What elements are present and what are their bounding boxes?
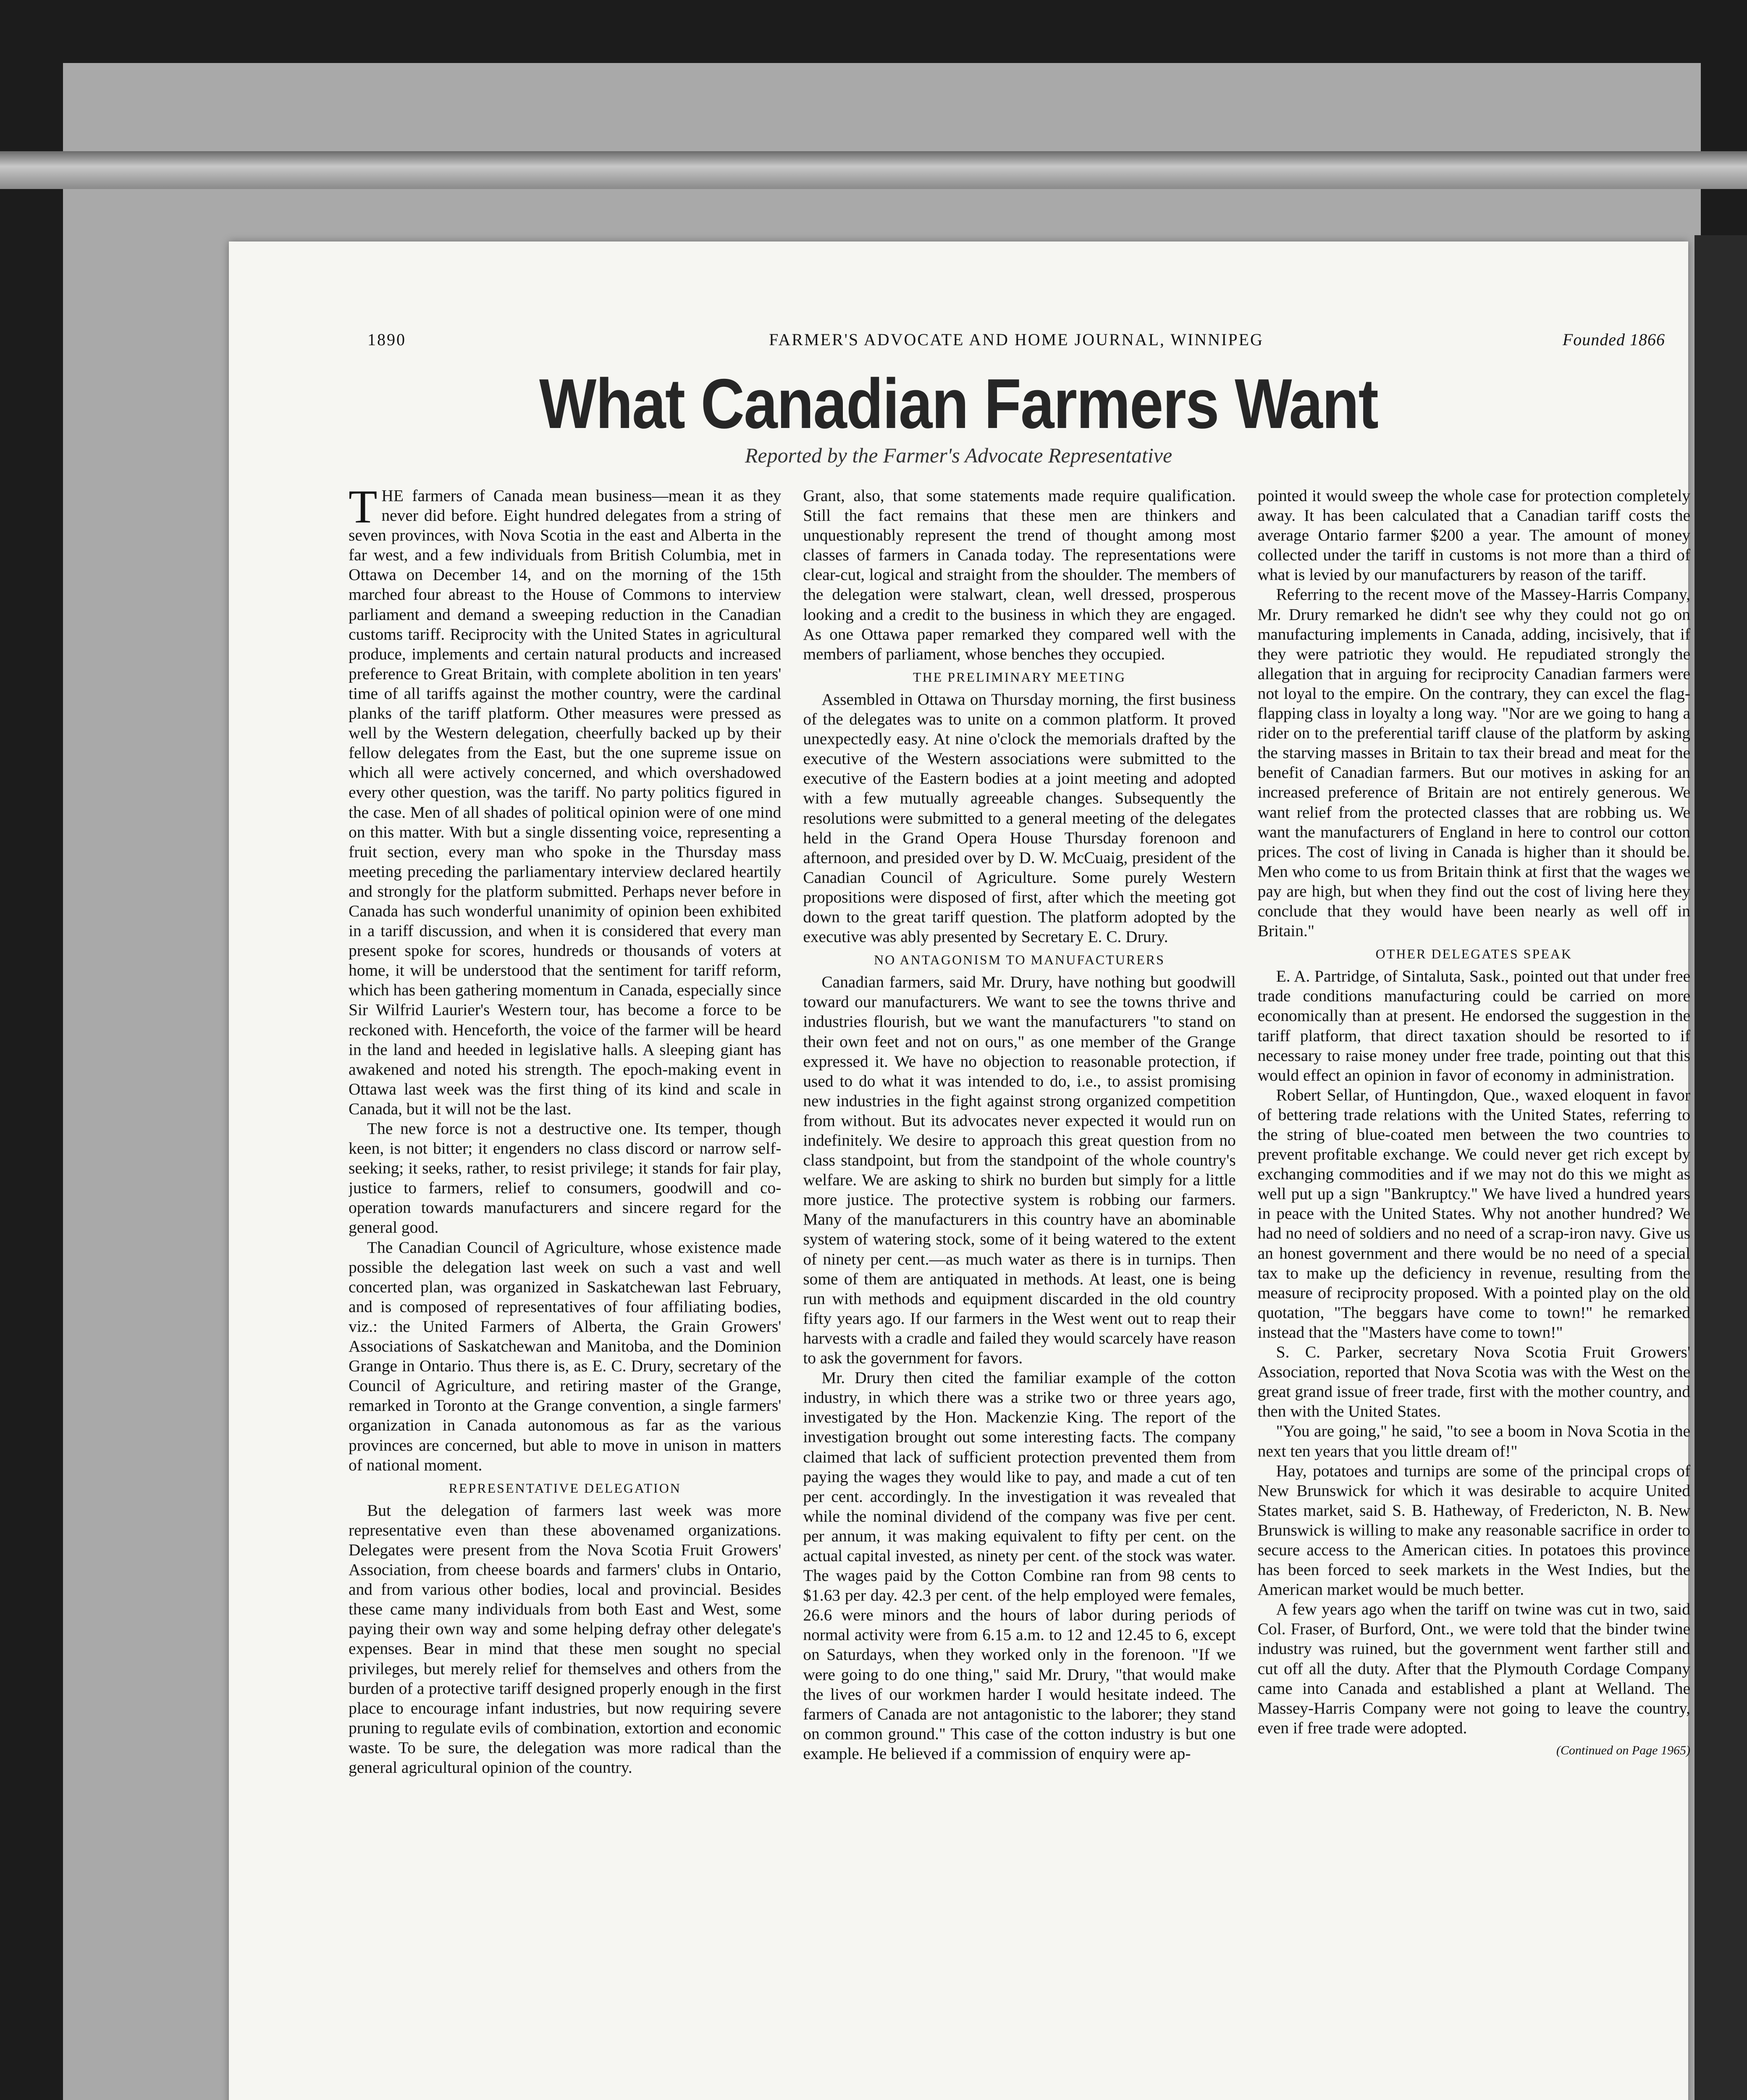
- paragraph: S. C. Parker, secretary Nova Scotia Fruit Growers' Association, reported that Nova Scotia was with the West on the great grand issue of freer trade, first with the mother country, and then with the United States.: [1257, 1343, 1690, 1421]
- paragraph: Referring to the recent move of the Massey-Harris Company, Mr. Drury remarked he didn't see why they could not go on manufacturing implements in Canada, adding, incisively, that if they were patriotic they would. He repudiated strongly the allegation that in arguing for reciprocity Canadian farmers were not loyal to the empire. On the contrary, they can excel the flag-flapping class in loyalty a long way. "Nor are we going to hang a rider on to the preferential tariff clause of the platform by asking the starving masses in Britain to tax their bread and meat for the benefit of Canadian farmers. But our motives in asking for an increased preference of Britain are not entirely generous. We want relief from the protected classes that are robbing us. We want the manufacturers of England in here to control our cotton prices. The cost of living in Canada is higher than it should be. Men who come to us from Britain think at first that the wages we pay are high, but when they find out the cost of living here they conclude that they would have been nearly as well off in Britain.": [1257, 585, 1690, 940]
- paragraph: Hay, potatoes and turnips are some of the principal crops of New Brunswick for which it was desirable to acquire United States market, said S. B. Hatheway, of Fredericton, N. B. New Brunswick is willing to make any reasonable sacrifice in order to secure access to the American cities. In potatoes this province has been forced to seek markets in the West Indies, but the American market would be much better.: [1257, 1461, 1690, 1599]
- paragraph: Grant, also, that some statements made require qualification. Still the fact remains that these men are thinkers and unquestionably represent the trend of thought among most classes of farmers in Canada today. The representations were clear-cut, logical and straight from the shoulder. The members of the delegation were stalwart, clean, well dressed, prosperous looking and a credit to the business in which they are engaged. As one Ottawa paper remarked they compared well with the members of parliament, whose benches they occupied.: [803, 486, 1236, 663]
- column-3: [1258, 486, 1690, 2100]
- journal-title: FARMER'S ADVOCATE AND HOME JOURNAL, WINNIPEG: [769, 330, 1264, 349]
- section-heading: OTHER DELEGATES SPEAK: [1375, 946, 1572, 962]
- paragraph: pointed it would sweep the whole case for protection completely away. It has been calculated that a Canadian tariff costs the average Ontario farmer $200 a year. The amount of money collected under the tariff in customs is not more than a third of what is levied by our manufacturers by reason of the tariff.: [1257, 486, 1690, 584]
- article-byline: Reported by the Farmer's Advocate Representative: [745, 444, 1173, 467]
- paragraph: The new force is not a destructive one. Its temper, though keen, is not bitter; it engenders no class discord or narrow self-seeking; it seeks, rather, to resist privilege; it stands for fair play, justice to farmers, relief to consumers, goodwill and co-operation towards manufacturers and sincere regard for the general good.: [349, 1119, 782, 1237]
- scan-top-band: [0, 151, 1747, 189]
- page-number: 1890: [367, 330, 406, 349]
- paragraph: Robert Sellar, of Huntingdon, Que., waxed eloquent in favor of bettering trade relations with the United States, referring to the string of blue-coated men between the two countries to prevent profitable exchange. We could never get rich except by exchanging commodities and if we may not do this we might as well put up a sign "Bankruptcy." We have lived a hundred years in peace with the United States. Why not another hundred? We had no need of soldiers and no need of a scrap-iron navy. Give us an honest government and there would be no need of a special tax to make up the deficiency in revenue, resulting from the measure of reciprocity proposed. With a pointed play on the old quotation, "The beggars have come to town!" he remarked instead that the "Masters have come to town!": [1257, 1085, 1690, 1341]
- scan-right-edge: [1695, 235, 1747, 2100]
- paragraph: But the delegation of farmers last week was more representative even than these abovenamed organizations. Delegates were present from the Nova Scotia Fruit Growers' Association, from cheese boards and farmers' clubs in Ontario, and from various other bodies, local and provincial. Besides these came many individuals from both East and West, some paying their own way and some helping defray other delegate's expenses. Bear in mind that these men sought no special privileges, but merely relief for themselves and others from the burden of a protective tariff designed properly enough in the first place to encourage infant industries, but now requiring severe pruning to regulate evils of combination, extortion and economic waste. To be sure, the delegation was more radical than the general agricultural opinion of the country.: [349, 1501, 782, 1777]
- drop-cap: T: [349, 486, 378, 533]
- column-1: [349, 486, 781, 2100]
- paragraph: "You are going," he said, "to see a boom in Nova Scotia in the next ten years that you little dream of!": [1257, 1422, 1690, 1460]
- paragraph: A few years ago when the tariff on twine was cut in two, said Col. Fraser, of Burford, Ont., we were told that the binder twine industry was ruined, but the government went farther still and cut off all the duty. After that the Plymouth Cordage Company came into Canada and established a plant at Welland. The Massey-Harris Company were not going to leave the country, even if free trade were adopted.: [1257, 1600, 1690, 1737]
- paragraph: [349, 486, 781, 1119]
- paragraph: Mr. Drury then cited the familiar example of the cotton industry, in which there was a strike two or three years ago, investigated by the Hon. Mackenzie King. The report of the investigation brought out some interesting facts. The company claimed that lack of sufficient protection prevented them from paying the wages they would like to pay, and made a cut of ten per cent. accordingly. In the investigation it was revealed that while the nominal dividend of the company was five per cent. per annum, it was making equivalent to fifty per cent. on the actual capital invested, as ninety per cent. of the stock was water. The wages paid by the Cotton Combine ran from 98 cents to $1.63 per day. 42.3 per cent. of the help employed were females, 26.6 were minors and the hours of labor during periods of normal activity were from 6.15 a.m. to 12 and 12.45 to 6, except on Saturdays, when they worked only in the forenoon. "If we were going to do one thing," said Mr. Drury, "that would make the lives of our workmen harder I would hesitate indeed. The farmers of Canada are not antagonistic to the laborer; they stand on common ground." This case of the cotton industry is but one example. He believed if a commission of enquiry were ap-: [803, 1368, 1236, 1763]
- founded-note: Founded 1866: [1562, 330, 1665, 349]
- newspaper-page: [229, 242, 1688, 2100]
- article-columns: [349, 486, 1690, 2100]
- running-head: [367, 330, 1665, 355]
- column-2: [803, 486, 1235, 2100]
- section-heading: REPRESENTATIVE DELEGATION: [449, 1480, 681, 1496]
- paragraph-text: HE farmers of Canada mean business—mean it as they never did before. Eight hundred delegates from a string of seven provinces, with Nova Scotia in the east and Alberta in the far west, and a few individuals from British Columbia, met in Ottawa on December 14, and on the morning of the 15th marched four abreast to the House of Commons to interview parliament and demand a sweeping reduction in the Canadian customs tariff. Reciprocity with the United States in agricultural produce, implements and certain natural products and increased preference to Great Britain, with complete abolition in ten years' time of all tariffs against the mother country, were the cardinal planks of the tariff platform. Other measures were pressed as well by the Western delegation, cheerfully backed up by their fellow delegates from the East, but the one supreme issue on which all were actively concerned, and which overshadowed every other question, was the tariff. No party politics figured in the case. Men of all shades of political opinion were of one mind on this matter. With but a single dissenting voice, representing a fruit section, every man who spoke in the Thursday mass meeting preceding the parliamentary interview declared heartily and strongly for the platform submitted. Perhaps never before in Canada has such wonderful unanimity of opinion been exhibited in a tariff discussion, and when it is considered that every man present spoke for scores, hundreds or thousands of voters at home, it will be understood that the sentiment for tariff reform, which has been gathering momentum in Canada, especially since Sir Wilfrid Laurier's Western tour, has become a force to be reckoned with. Henceforth, the voice of the farmer will be heard in the land and heeded in legislative halls. A sleeping giant has awakened and noted his strength. The epoch-making event in Ottawa last week was the first thing of its kind and scale in Canada, but it will not be the last.: [349, 486, 782, 1118]
- section-heading: NO ANTAGONISM TO MANUFACTURERS: [874, 952, 1165, 968]
- continued-note: (Continued on Page 1965): [1556, 1743, 1690, 1757]
- paragraph: Assembled in Ottawa on Thursday morning, the first business of the delegates was to unite on a common platform. It proved unexpectedly easy. At nine o'clock the memorials drafted by the executive of the Western associations were submitted to the executive of the Eastern bodies at a joint meeting and adopted with a few mutually agreeable changes. Subsequently the resolutions were submitted to a general meeting of the delegates held in the Grand Opera House Thursday forenoon and afternoon, and presided over by D. W. McCuaig, president of the Canadian Council of Agriculture. Some purely Western propositions were disposed of first, after which the meeting got down to the great tariff question. The platform adopted by the executive was ably presented by Secretary E. C. Drury.: [803, 690, 1236, 946]
- paragraph: Canadian farmers, said Mr. Drury, have nothing but goodwill toward our manufacturers. We want to see the towns thrive and industries flourish, but we want the manufacturers "to stand on their own feet and not on ours," as one member of the Grange expressed it. We have no objection to reasonable protection, if used to do what it was intended to do, i.e., to assist promising new industries in the fight against strong organized competition from without. But its advocates never expected it would run on indefinitely. We desire to approach this great question from no class standpoint, but from the standpoint of the whole country's welfare. We are asking to shirk no burden but simply for a little more justice. The protective system is robbing our farmers. Many of the manufacturers in this country have an abominable system of watering stock, some of it being watered to the extent of ninety per cent.—as much water as there is in turnips. Then some of them are antiquated in methods. At least, one is being run with methods and equipment discarded in the old country fifty years ago. If our farmers in the West went out to reap their harvests with a cradle and failed they would scarcely have reason to ask the government for favors.: [803, 973, 1236, 1368]
- paragraph: E. A. Partridge, of Sintaluta, Sask., pointed out that under free trade conditions manufacturing could be carried on more economically than at present. He endorsed the suggestion in the tariff platform, that direct taxation should be resorted to if necessary to raise money under free trade, pointing out that this would effect an opinion in favor of economy in administration.: [1257, 967, 1690, 1084]
- section-heading: THE PRELIMINARY MEETING: [913, 669, 1126, 685]
- paragraph: The Canadian Council of Agriculture, whose existence made possible the delegation last week on such a vast and well concerted plan, was organized in Saskatchewan last February, and is composed of representatives of four affiliating bodies, viz.: the United Farmers of Alberta, the Grain Growers' Associations of Saskatchewan and Manitoba, and the Dominion Grange in Ontario. Thus there is, as E. C. Drury, secretary of the Council of Agriculture, and retiring master of the Grange, remarked in Toronto at the Grange convention, a single farmers' organization in Canada autonomous as far as the various provinces are concerned, but able to move in unison in matters of national moment.: [349, 1238, 782, 1474]
- article-title: What Canadian Farmers Want: [539, 364, 1378, 443]
